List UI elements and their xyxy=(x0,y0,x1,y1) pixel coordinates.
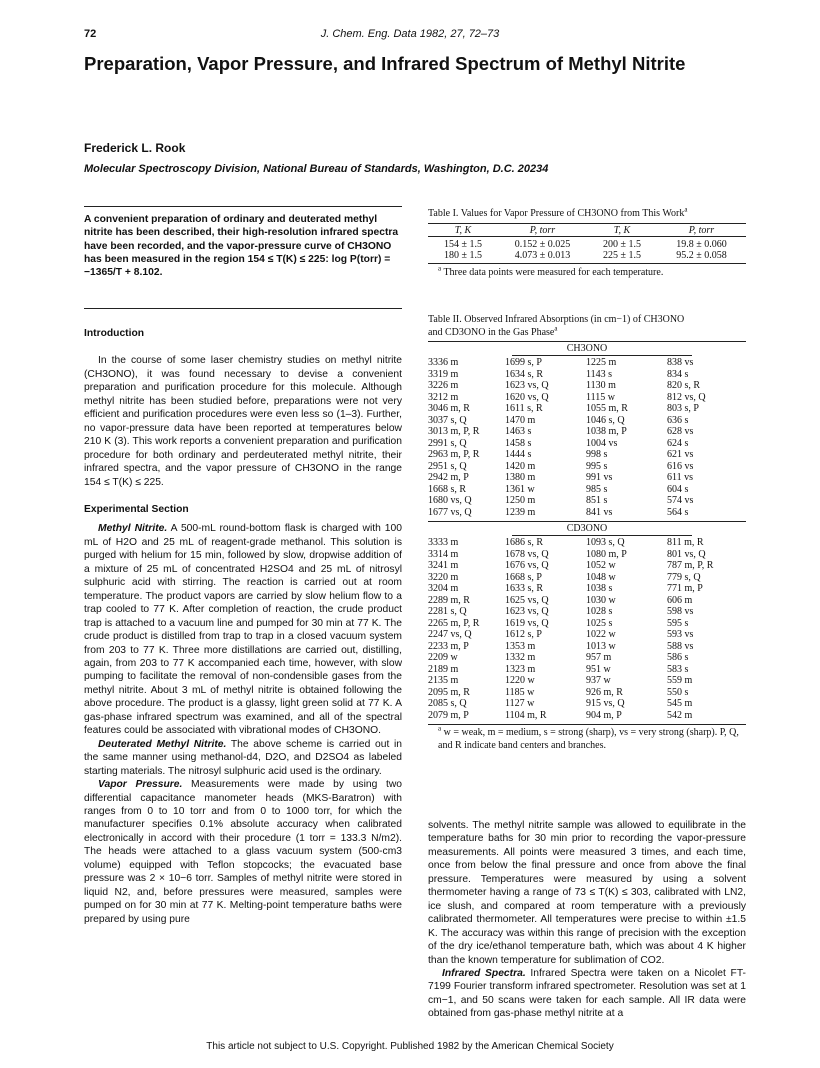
table-cell: 1668 s, P xyxy=(505,571,542,583)
table-cell: 2951 s, Q xyxy=(428,460,467,472)
table-cell: 628 vs xyxy=(667,426,694,437)
table-cell: 1380 m xyxy=(505,472,536,483)
table-cell: 3226 m xyxy=(428,380,459,391)
table-cell: 542 m xyxy=(667,709,693,721)
table-cell: 624 s xyxy=(667,437,689,449)
table-row xyxy=(428,495,746,507)
table-cell: 3212 m xyxy=(428,391,459,403)
table-cell: 1038 m, P xyxy=(586,426,627,437)
table-cell: 1013 w xyxy=(586,640,616,652)
table-cell: 3241 m xyxy=(428,560,459,571)
table-cell: 1038 s xyxy=(586,583,613,594)
table-cell: 1458 s xyxy=(505,437,532,449)
table-cell: 1104 m, R xyxy=(505,709,547,721)
table-cell: 598 vs xyxy=(667,606,694,617)
table-cell: 926 m, R xyxy=(586,686,623,698)
table-row xyxy=(428,392,746,404)
table-cell: 838 vs xyxy=(667,357,694,368)
table-cell: 3220 m xyxy=(428,571,459,583)
left-column xyxy=(84,327,402,926)
table-cell: 636 s xyxy=(667,414,689,426)
table-row xyxy=(428,438,746,450)
table-cell: 1323 m xyxy=(505,663,536,675)
table-2-group-label: CH3ONO xyxy=(566,343,608,354)
table-cell: 1220 w xyxy=(505,675,535,686)
table-1-header: T, K xyxy=(613,224,631,236)
table-row xyxy=(428,549,746,561)
table-row xyxy=(428,537,746,549)
table-cell: 1048 w xyxy=(586,571,616,583)
table-cell: 1030 w xyxy=(586,594,616,606)
table-row xyxy=(428,664,746,676)
table-row xyxy=(428,484,746,496)
table-cell: 985 s xyxy=(586,483,608,495)
table-cell: 1625 vs, Q xyxy=(505,594,549,606)
table-cell: 2247 vs, Q xyxy=(428,629,472,640)
infrared-subheading: Infrared Spectra. xyxy=(442,967,526,979)
table-cell: 1668 s, R xyxy=(428,483,467,495)
table-cell: 2085 s, Q xyxy=(428,698,467,709)
table-row xyxy=(428,380,746,392)
methyl-nitrite-text: A 500-mL round-bottom flask is charged with 100 mL of H2O and 25 mL of reagent-grade methanol. This solution is purged with helium for 15 min, followed by slow, dropwise addition of a mixture of 25 mL of concentrated H2SO4 and 25 mL of nitrosyl sulphuric acid with stirring. The reaction is carried out at room temperature. The product vapors are carried by slow helium flow to a trap cooled to 77 K. After completion of reaction, the crude product trap is attached to a vacuum line and pumped for 30 min at 77 K. The crude product is distilled from trap to trap in a closed vacuum system from 203 to 77 K. Three more distillations are carried out, distilling, again, from 203 to 77 K accompanied each time, however, with slow pumping to facilitate the removal of non-condensible gases from the methyl nitrite. About 3 mL of methyl nitrite is obtained following the above procedure. The product is a glassy, light green solid at 77 K. A gas-phase infrared spectrum was examined, and all of the spectral features could be associated with vibrational modes of CH3ONO. xyxy=(84,523,402,737)
table-cell: 1143 s xyxy=(586,368,613,380)
table-1-footnote: $^a$ Three data points were measured for each temperature. xyxy=(438,264,664,278)
table-cell: 1470 m xyxy=(505,414,536,426)
table-cell: 2281 s, Q xyxy=(428,606,467,617)
table-cell: 1127 w xyxy=(505,698,535,709)
table-cell: 1699 s, P xyxy=(505,357,542,368)
table-cell: 2233 m, P xyxy=(428,640,469,652)
table-cell: 611 vs xyxy=(667,472,694,483)
table-cell: 586 s xyxy=(667,652,689,663)
table-row: 180 ± 1.5 4.073 ± 0.013 225 ± 1.5 95.2 ± 0.058 xyxy=(443,249,727,261)
table-cell: 957 m xyxy=(586,652,612,663)
deuterated-text: The above scheme is carried out in the same manner using methanol-d4, D2O, and D2SO4 as labeled starting materials. The nitrosyl sulphuric acid used is the ordinary. xyxy=(84,738,402,777)
abstract-bottom-rule xyxy=(84,308,402,309)
table-cell: 2095 m, R xyxy=(428,686,470,698)
table-cell: 1678 vs, Q xyxy=(505,548,549,560)
table-row xyxy=(428,403,746,415)
introduction-paragraph: In the course of some laser chemistry studies on methyl nitrite (CH3ONO), it was found necessary to devise a convenient preparation and purification procedure for this molecule. Although methyl nitrite has been studied before, preparations were not very efficient and purification procedures were even less so (1–3). Further, no vapor-pressure data have been reported at temperatures below 210 K (3). This work reports a convenient preparation and purification procedure for both ordinary and perdeuterated methyl nitrite, their infrared spectra, and the vapor pressure of CH3ONO in the range 154 ≤ T(K) ≤ 225. xyxy=(84,355,402,488)
table-cell: 1634 s, R xyxy=(505,368,544,380)
table-cell: 1680 vs, Q xyxy=(428,495,472,506)
table-row xyxy=(428,357,746,369)
table-cell: 811 m, R xyxy=(667,537,704,548)
table-cell: 1239 m xyxy=(505,506,536,518)
table-cell: 1055 m, R xyxy=(586,403,628,414)
table-cell: 583 s xyxy=(667,663,689,675)
table-row: 154 ± 1.5 0.152 ± 0.025 200 ± 1.5 19.8 ± 0.060 xyxy=(443,238,727,250)
table-cell: 1361 w xyxy=(505,483,535,495)
table-1-header: T, K xyxy=(454,224,472,236)
table-row xyxy=(428,560,746,572)
table-cell: 1185 w xyxy=(505,686,535,698)
table-row xyxy=(428,572,746,584)
table-row xyxy=(428,583,746,595)
table-1-grid xyxy=(428,225,746,261)
table-cell: 915 vs, Q xyxy=(586,698,625,709)
table-cell: 1623 vs, Q xyxy=(505,606,549,617)
author-affiliation: Molecular Spectroscopy Division, National Bureau of Standards, Washington, D.C. 20234 xyxy=(84,163,549,175)
table-row xyxy=(428,687,746,699)
table-cell: 588 vs xyxy=(667,640,694,652)
table-cell: 812 vs, Q xyxy=(667,391,706,403)
table-cell: 550 s xyxy=(667,686,689,698)
table-cell: 841 vs xyxy=(586,506,613,518)
table-cell: 1676 vs, Q xyxy=(505,560,549,571)
table-cell: 820 s, R xyxy=(667,380,701,391)
copyright-footer: This article not subject to U.S. Copyright. Published 1982 by the American Chemical Society xyxy=(206,1041,614,1052)
table-cell: 1004 vs xyxy=(586,437,618,449)
table-1 xyxy=(428,205,746,279)
table-cell: 621 vs xyxy=(667,449,694,460)
table-cell: 937 w xyxy=(586,675,611,686)
table-cell: 1420 m xyxy=(505,460,536,472)
table-cell: 951 w xyxy=(586,663,611,675)
table-cell: 2942 m, P xyxy=(428,472,469,483)
table-cell: 1619 vs, Q xyxy=(505,617,549,629)
table-row xyxy=(428,629,746,641)
table-row xyxy=(428,698,746,710)
table-cell: 779 s, Q xyxy=(667,571,701,583)
table-cell: 1620 vs, Q xyxy=(505,391,549,403)
table-row xyxy=(428,641,746,653)
table-row xyxy=(428,415,746,427)
table-cell: 1686 s, R xyxy=(505,537,544,548)
abstract: A convenient preparation of ordinary and deuterated methyl nitrite has been described, their high-resolution infrared spectra have been recorded, and the vapor-pressure curve of CH3ONO has been measured in the region 154 ≤ T(K) ≤ 225: log P(torr) = −1365/T + 8.102. xyxy=(84,214,399,279)
vapor-pressure-continued: solvents. The methyl nitrite sample was allowed to equilibrate in the temperature baths for 30 min prior to recording the vapor-pressure measurements. All points were measured 3 times, and each time, once from below the final pressure and once from above the final pressure. Temperatures were measured by using a solvent thermometer having a range of 73 ≤ T(K) ≤ 303, calibrated with LN2, ice slush, and compared at room temperature with a previously calibrated thermometer. All temperatures were precise to within ±1.5 K. The accuracy was within this range of precision with the exception of the dry ice/ethanol temperature bath, which was about 4 K higher than the known temperature for sublimation of CO2. xyxy=(428,820,746,966)
table-cell: 1028 s xyxy=(586,606,613,617)
table-row xyxy=(428,449,746,461)
table-cell: 1353 m xyxy=(505,640,536,652)
table-cell: 1463 s xyxy=(505,426,532,437)
table-cell: 991 vs xyxy=(586,472,613,483)
table-cell: 606 m xyxy=(667,594,693,606)
table-row xyxy=(428,472,746,484)
table-cell: 2265 m, P, R xyxy=(428,617,480,629)
table-cell: 595 s xyxy=(667,617,689,629)
table-1-header: P, torr xyxy=(529,224,556,236)
table-cell: 604 s xyxy=(667,483,689,495)
deuterated-paragraph xyxy=(84,738,402,778)
table-cell: 559 m xyxy=(667,675,693,686)
table-cell: 1623 vs, Q xyxy=(505,380,549,391)
table-cell: 1130 m xyxy=(586,380,616,391)
table-2-caption: Table II. Observed Infrared Absorptions (in cm−1) of CH3ONO and CD3ONO in the Gas Phase$^a$ xyxy=(428,314,685,338)
table-cell: 3046 m, R xyxy=(428,403,470,414)
table-cell: 851 s xyxy=(586,495,608,506)
table-cell: 834 s xyxy=(667,368,689,380)
table-cell: 1052 w xyxy=(586,560,616,571)
running-head: J. Chem. Eng. Data 1982, 27, 72–73 xyxy=(320,28,500,40)
table-row xyxy=(428,710,746,722)
table-cell: 2289 m, R xyxy=(428,594,470,606)
table-row xyxy=(428,369,746,381)
table-cell: 2991 s, Q xyxy=(428,437,467,449)
table-row xyxy=(428,426,746,438)
deuterated-subheading: Deuterated Methyl Nitrite. xyxy=(98,738,227,750)
experimental-heading: Experimental Section xyxy=(84,503,189,515)
table-cell: 1444 s xyxy=(505,449,532,460)
table-cell: 616 vs xyxy=(667,460,694,472)
table-row xyxy=(428,675,746,687)
methyl-nitrite-subheading: Methyl Nitrite. xyxy=(98,523,168,535)
table-row xyxy=(428,595,746,607)
table-cell: 3336 m xyxy=(428,357,459,368)
table-2-group-2 xyxy=(428,537,746,721)
table-cell: 1250 m xyxy=(505,495,536,506)
table-row xyxy=(428,461,746,473)
table-cell: 1046 s, Q xyxy=(586,414,625,426)
table-row xyxy=(428,507,746,519)
table-cell: 1332 m xyxy=(505,652,536,663)
table-cell: 3319 m xyxy=(428,368,459,380)
introduction-heading: Introduction xyxy=(84,328,145,339)
table-cell: 2135 m xyxy=(428,675,459,686)
table-cell: 2189 m xyxy=(428,663,459,675)
table-cell: 1080 m, P xyxy=(586,548,627,560)
table-2 xyxy=(428,314,746,752)
vapor-pressure-text: Measurements were made by using two differential capacitance manometer heads (MKS-Baratron) with ranges from 0 to 10 torr and from 0 to 1000 torr, for which the manufacturer specifies 0.1% absolute accuracy when calibrated electronically in accord with their procedure (1 torr = 133.3 N/m2). The heads were attached to a glass vacuum system (500-cm3 volume) equipped with Teflon stopcocks; the evacuated base pressure was 2 × 10−6 torr. Samples of methyl nitrite were stored in liquid N2, and, before pressures were measured, samples were pumped on for 30 min at 77 K. Melting-point temperature baths were prepared by using pure xyxy=(84,779,402,925)
table-cell: 803 s, P xyxy=(667,403,699,414)
table-row xyxy=(428,618,746,630)
table-cell: 545 m xyxy=(667,698,693,709)
table-cell: 1093 s, Q xyxy=(586,537,625,548)
table-2-group-label: CD3ONO xyxy=(566,523,608,534)
table-cell: 904 m, P xyxy=(586,709,622,721)
table-2-footnote: $^a$ w = weak, m = medium, s = strong (sharp), vs = very strong (sharp). P, Q, and R indicate band centers and branches. xyxy=(438,724,739,751)
table-cell: 787 m, P, R xyxy=(667,560,714,571)
infrared-text: Infrared Spectra were taken on a Nicolet FT-7199 Fourier transform infrared spectrometer. Resolution was set at 1 cm−1, and 50 scans were taken for each sample. All IR data were obtained from gas-phase methyl nitrite at a xyxy=(428,967,746,1020)
author-name: Frederick L. Rook xyxy=(84,141,186,155)
table-cell: 1022 w xyxy=(586,629,616,640)
table-cell: 2963 m, P, R xyxy=(428,449,480,460)
table-1-header: P, torr xyxy=(688,224,715,236)
table-cell: 801 vs, Q xyxy=(667,548,706,560)
table-cell: 3204 m xyxy=(428,583,459,594)
vapor-pressure-paragraph xyxy=(84,778,402,926)
table-row xyxy=(428,606,746,618)
methyl-nitrite-paragraph xyxy=(84,522,402,737)
table-cell: 1611 s, R xyxy=(505,403,543,414)
table-cell: 1025 s xyxy=(586,617,613,629)
table-1-caption: Table I. Values for Vapor Pressure of CH3ONO from This Work$^a$ xyxy=(428,205,688,219)
table-cell: 1677 vs, Q xyxy=(428,506,472,518)
vapor-pressure-subheading: Vapor Pressure. xyxy=(98,779,183,791)
table-cell: 771 m, P xyxy=(667,583,703,594)
table-cell: 2079 m, P xyxy=(428,709,469,721)
table-cell: 564 s xyxy=(667,506,689,518)
table-cell: 3037 s, Q xyxy=(428,414,467,426)
table-cell: 3333 m xyxy=(428,537,459,548)
table-cell: 3314 m xyxy=(428,548,459,560)
table-cell: 998 s xyxy=(586,449,608,460)
table-cell: 3013 m, P, R xyxy=(428,426,480,437)
table-cell: 995 s xyxy=(586,460,608,472)
article-title: Preparation, Vapor Pressure, and Infrared Spectrum of Methyl Nitrite xyxy=(84,53,686,74)
table-cell: 2209 w xyxy=(428,652,458,663)
table-cell: 1633 s, R xyxy=(505,583,544,594)
table-cell: 1225 m xyxy=(586,357,617,368)
table-cell: 1115 w xyxy=(586,391,615,403)
infrared-paragraph xyxy=(428,967,746,1021)
table-cell: 574 vs xyxy=(667,495,694,506)
page-number: 72 xyxy=(84,28,97,40)
table-row xyxy=(428,652,746,664)
table-2-group-1 xyxy=(428,357,746,518)
table-cell: 1612 s, P xyxy=(505,629,542,640)
abstract-top-rule xyxy=(84,206,402,207)
right-column xyxy=(428,819,746,1021)
table-cell: 593 vs xyxy=(667,629,694,640)
